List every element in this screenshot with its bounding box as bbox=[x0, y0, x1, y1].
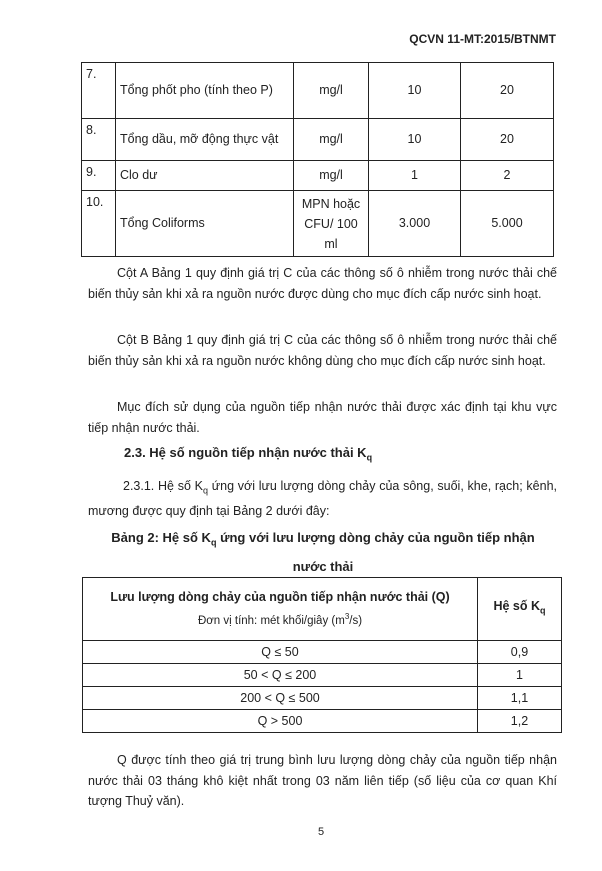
kq-header: Hệ số $K_q$ bbox=[478, 578, 562, 641]
unit: mg/l bbox=[294, 63, 369, 119]
row-number: 10. bbox=[82, 191, 116, 257]
parameter-name: Tổng dầu, mỡ động thực vật bbox=[116, 119, 294, 161]
row-number: 9. bbox=[82, 161, 116, 191]
column-b-value: 5.000 bbox=[461, 191, 554, 257]
kq-value: 1,1 bbox=[478, 687, 562, 710]
parameter-name: Clo dư bbox=[116, 161, 294, 191]
paragraph-2-3-1: 2.3.1. Hệ số $K_q$ ứng với lưu lượng dòng chảy của sông, suối, khe, rạch; kênh, mương được quy định tại Bảng 2 dưới đây: bbox=[88, 479, 557, 519]
paragraph-text: Cột A Bảng 1 quy định giá trị C của các thông số ô nhiễm trong nước thải chế biến thủy sản khi xả ra nguồn nước được dùng cho mục đích cấp nước sinh hoạt. bbox=[88, 266, 557, 301]
parameter-name: Tổng Coliforms bbox=[116, 191, 294, 257]
unit: mg/l bbox=[294, 161, 369, 191]
table-row bbox=[82, 63, 554, 119]
column-b-value: 2 bbox=[461, 161, 554, 191]
column-a-value: 3.000 bbox=[369, 191, 461, 257]
flow-range: 50 < Q ≤ 200 bbox=[83, 664, 478, 687]
column-a-value: 10 bbox=[369, 63, 461, 119]
kq-value: 1 bbox=[478, 664, 562, 687]
unit: MPN hoặc CFU/ 100 ml bbox=[294, 191, 369, 257]
table-row bbox=[82, 191, 554, 257]
flow-range: Q ≤ 50 bbox=[83, 641, 478, 664]
section-heading: 2.3. Hệ số nguồn tiếp nhận nước thải $K_q$ bbox=[124, 445, 373, 463]
table2-caption: Bảng 2: Hệ số $K_q$ ứng với lưu lượng dòng chảy của nguồn tiếp nhận nước thải bbox=[111, 530, 535, 574]
column-a-value: 1 bbox=[369, 161, 461, 191]
table-row bbox=[83, 687, 562, 710]
paragraph-text: Q được tính theo giá trị trung bình lưu lượng dòng chảy của nguồn tiếp nhận nước thải 03 tháng khô kiệt nhất trong 03 năm liên tiếp (số liệu của cơ quan Khí tượng Thuỷ văn). bbox=[88, 753, 557, 809]
standard-code-header: QCVN 11-MT:2015/BTNMT bbox=[409, 32, 556, 46]
table-row bbox=[82, 161, 554, 191]
pollutant-limits-table bbox=[81, 62, 554, 257]
paragraph-column-b bbox=[88, 330, 557, 371]
column-a-value: 10 bbox=[369, 119, 461, 161]
table-row bbox=[83, 664, 562, 687]
table-row bbox=[82, 119, 554, 161]
flow-header-title: Lưu lượng dòng chảy của nguồn tiếp nhận nước thải (Q) bbox=[110, 589, 450, 604]
flow-range: 200 < Q ≤ 500 bbox=[83, 687, 478, 710]
kq-value: 0,9 bbox=[478, 641, 562, 664]
flow-range: Q > 500 bbox=[83, 710, 478, 733]
table-header-row bbox=[83, 578, 562, 641]
unit: mg/l bbox=[294, 119, 369, 161]
row-number: 8. bbox=[82, 119, 116, 161]
paragraph-q-definition bbox=[88, 750, 557, 812]
flow-unit: Đơn vị tính: mét khối/giây $(m^3/s)$ bbox=[197, 611, 363, 627]
column-b-value: 20 bbox=[461, 63, 554, 119]
paragraph-text: Mục đích sử dụng của nguồn tiếp nhận nước thải được xác định tại khu vực tiếp nhận nước thải. bbox=[88, 400, 557, 435]
flow-header bbox=[83, 578, 478, 641]
column-b-value: 20 bbox=[461, 119, 554, 161]
page-number: 5 bbox=[318, 826, 325, 838]
table-row bbox=[83, 641, 562, 664]
paragraph-column-a bbox=[88, 263, 557, 304]
row-number: 7. bbox=[82, 63, 116, 119]
parameter-name: Tổng phốt pho (tính theo P) bbox=[116, 63, 294, 119]
paragraph-purpose bbox=[88, 397, 557, 438]
table-row bbox=[83, 710, 562, 733]
kq-coefficient-table bbox=[82, 577, 562, 733]
kq-value: 1,2 bbox=[478, 710, 562, 733]
paragraph-text: Cột B Bảng 1 quy định giá trị C của các thông số ô nhiễm trong nước thải chế biến thủy sản khi xả ra nguồn nước không dùng cho mục đích cấp nước sinh hoạt. bbox=[88, 333, 557, 368]
